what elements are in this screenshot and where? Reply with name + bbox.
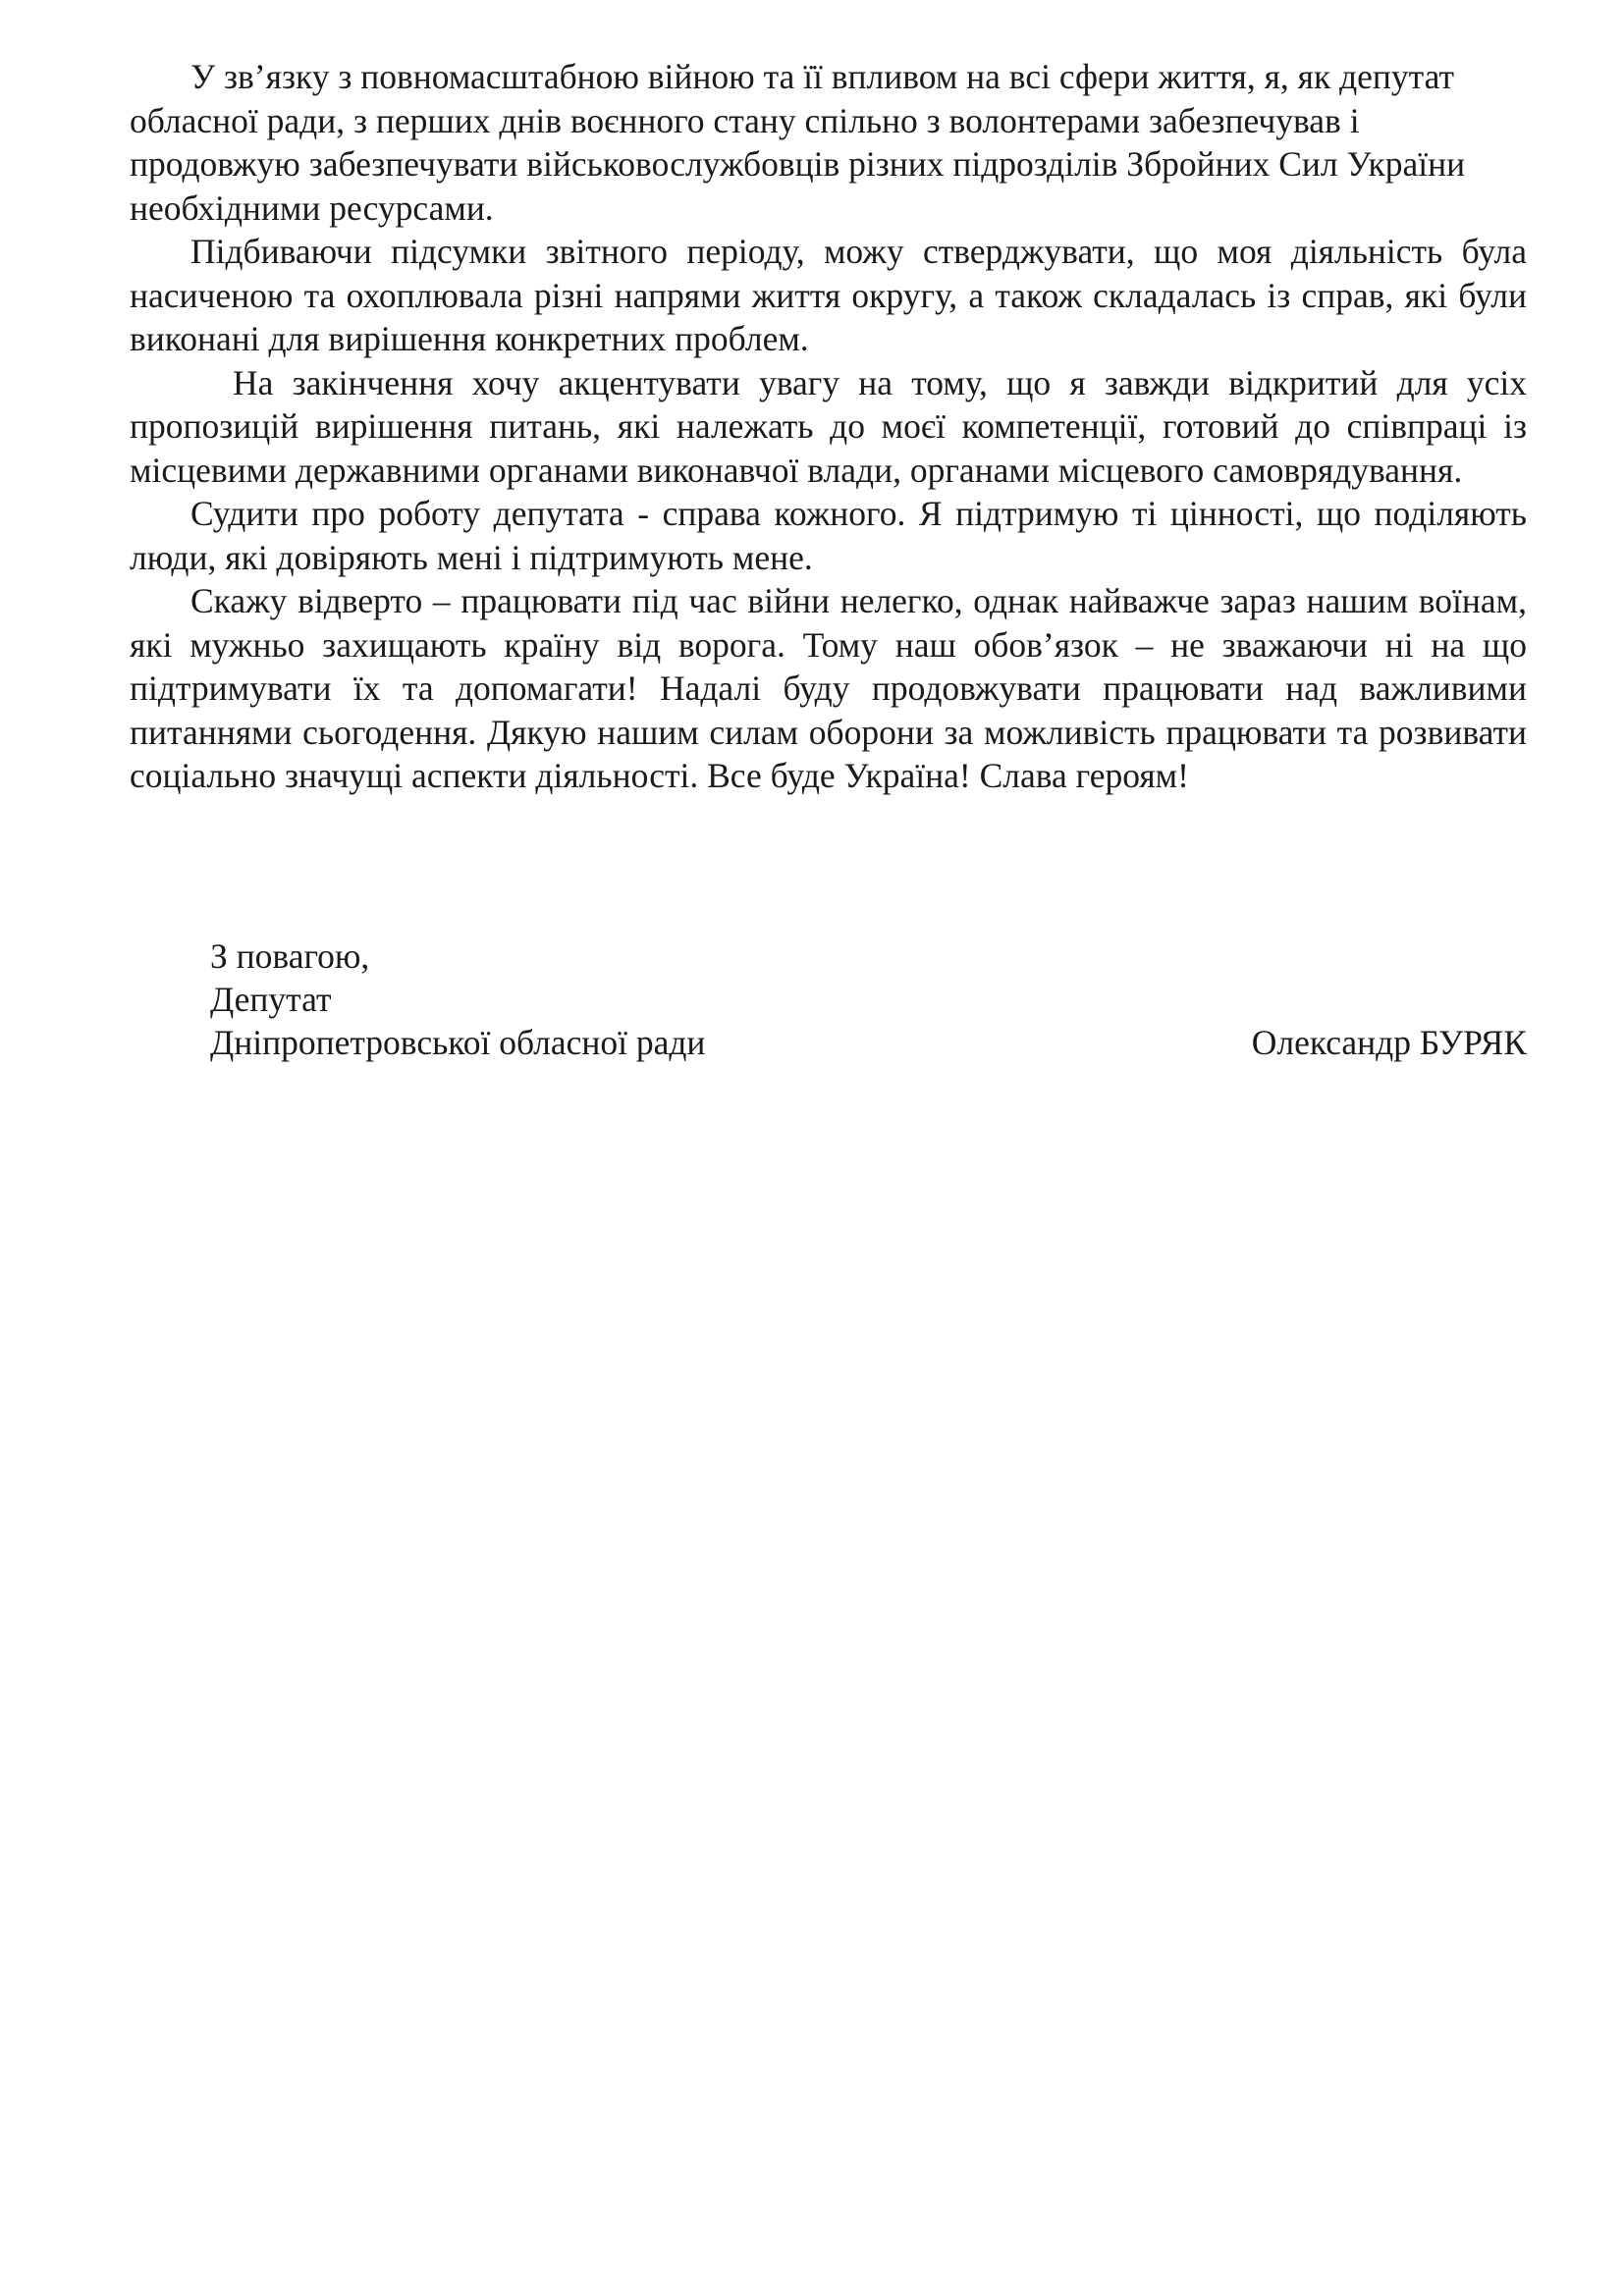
signature-role: Депутат — [210, 980, 332, 1019]
signature-role-line — [130, 978, 1527, 1021]
signature-closing: З повагою, — [210, 936, 370, 976]
signature-block — [130, 934, 1527, 1064]
signature-organization: Дніпропетровської обласної ради — [210, 1023, 706, 1062]
signature-organization-line — [130, 1021, 1527, 1064]
paragraph-summary: Підбиваючи підсумки звітного періоду, можу стверджувати, що моя діяльність була насиченою та охоплювала різні напрями життя округу, а також складалась із справ, які були виконані для вирішення конкретних проблем. — [130, 232, 1527, 358]
paragraph-gratitude: Скажу відверто – працювати під час війни нелегко, однак найважче зараз нашим воїнам, які мужньо захищають країну від ворога. Тому наш обов’язок – не зважаючи ні на що підтримувати їх та допомагати! Надалі буду продовжувати працювати над важливими питаннями сьогодення. Дякую нашим силам оборони за можливість працювати та розвивати соціально значущі аспекти діяльності. Все буде Україна! Слава героям! — [130, 581, 1527, 795]
signature-closing-line — [130, 934, 1527, 978]
paragraph-judgement: Судити про роботу депутата - справа кожного. Я підтримую ті цінності, що поділяють люди, які довіряють мені і підтримують мене. — [130, 494, 1527, 577]
paragraph-conclusion: На закінчення хочу акцентувати увагу на тому, що я завжди відкритий для усіх пропозицій вирішення питань, які належать до моєї компетенції, готовий до співпраці із місцевими державними органами виконавчої влади, органами місцевого самоврядування. — [130, 362, 1527, 490]
signature-name: Олександр БУРЯК — [1251, 1023, 1527, 1062]
letter-body — [130, 55, 1527, 798]
paragraph-war-support: У зв’язку з повномасштабною війною та її впливом на всі сфери життя, я, як депутат обласної ради, з перших днів воєнного стану спільно з волонтерами забезпечував і продовжую забезпечувати військовослужбовців різних підрозділів Збройних Сил України необхідними ресурсами. — [130, 57, 1466, 228]
